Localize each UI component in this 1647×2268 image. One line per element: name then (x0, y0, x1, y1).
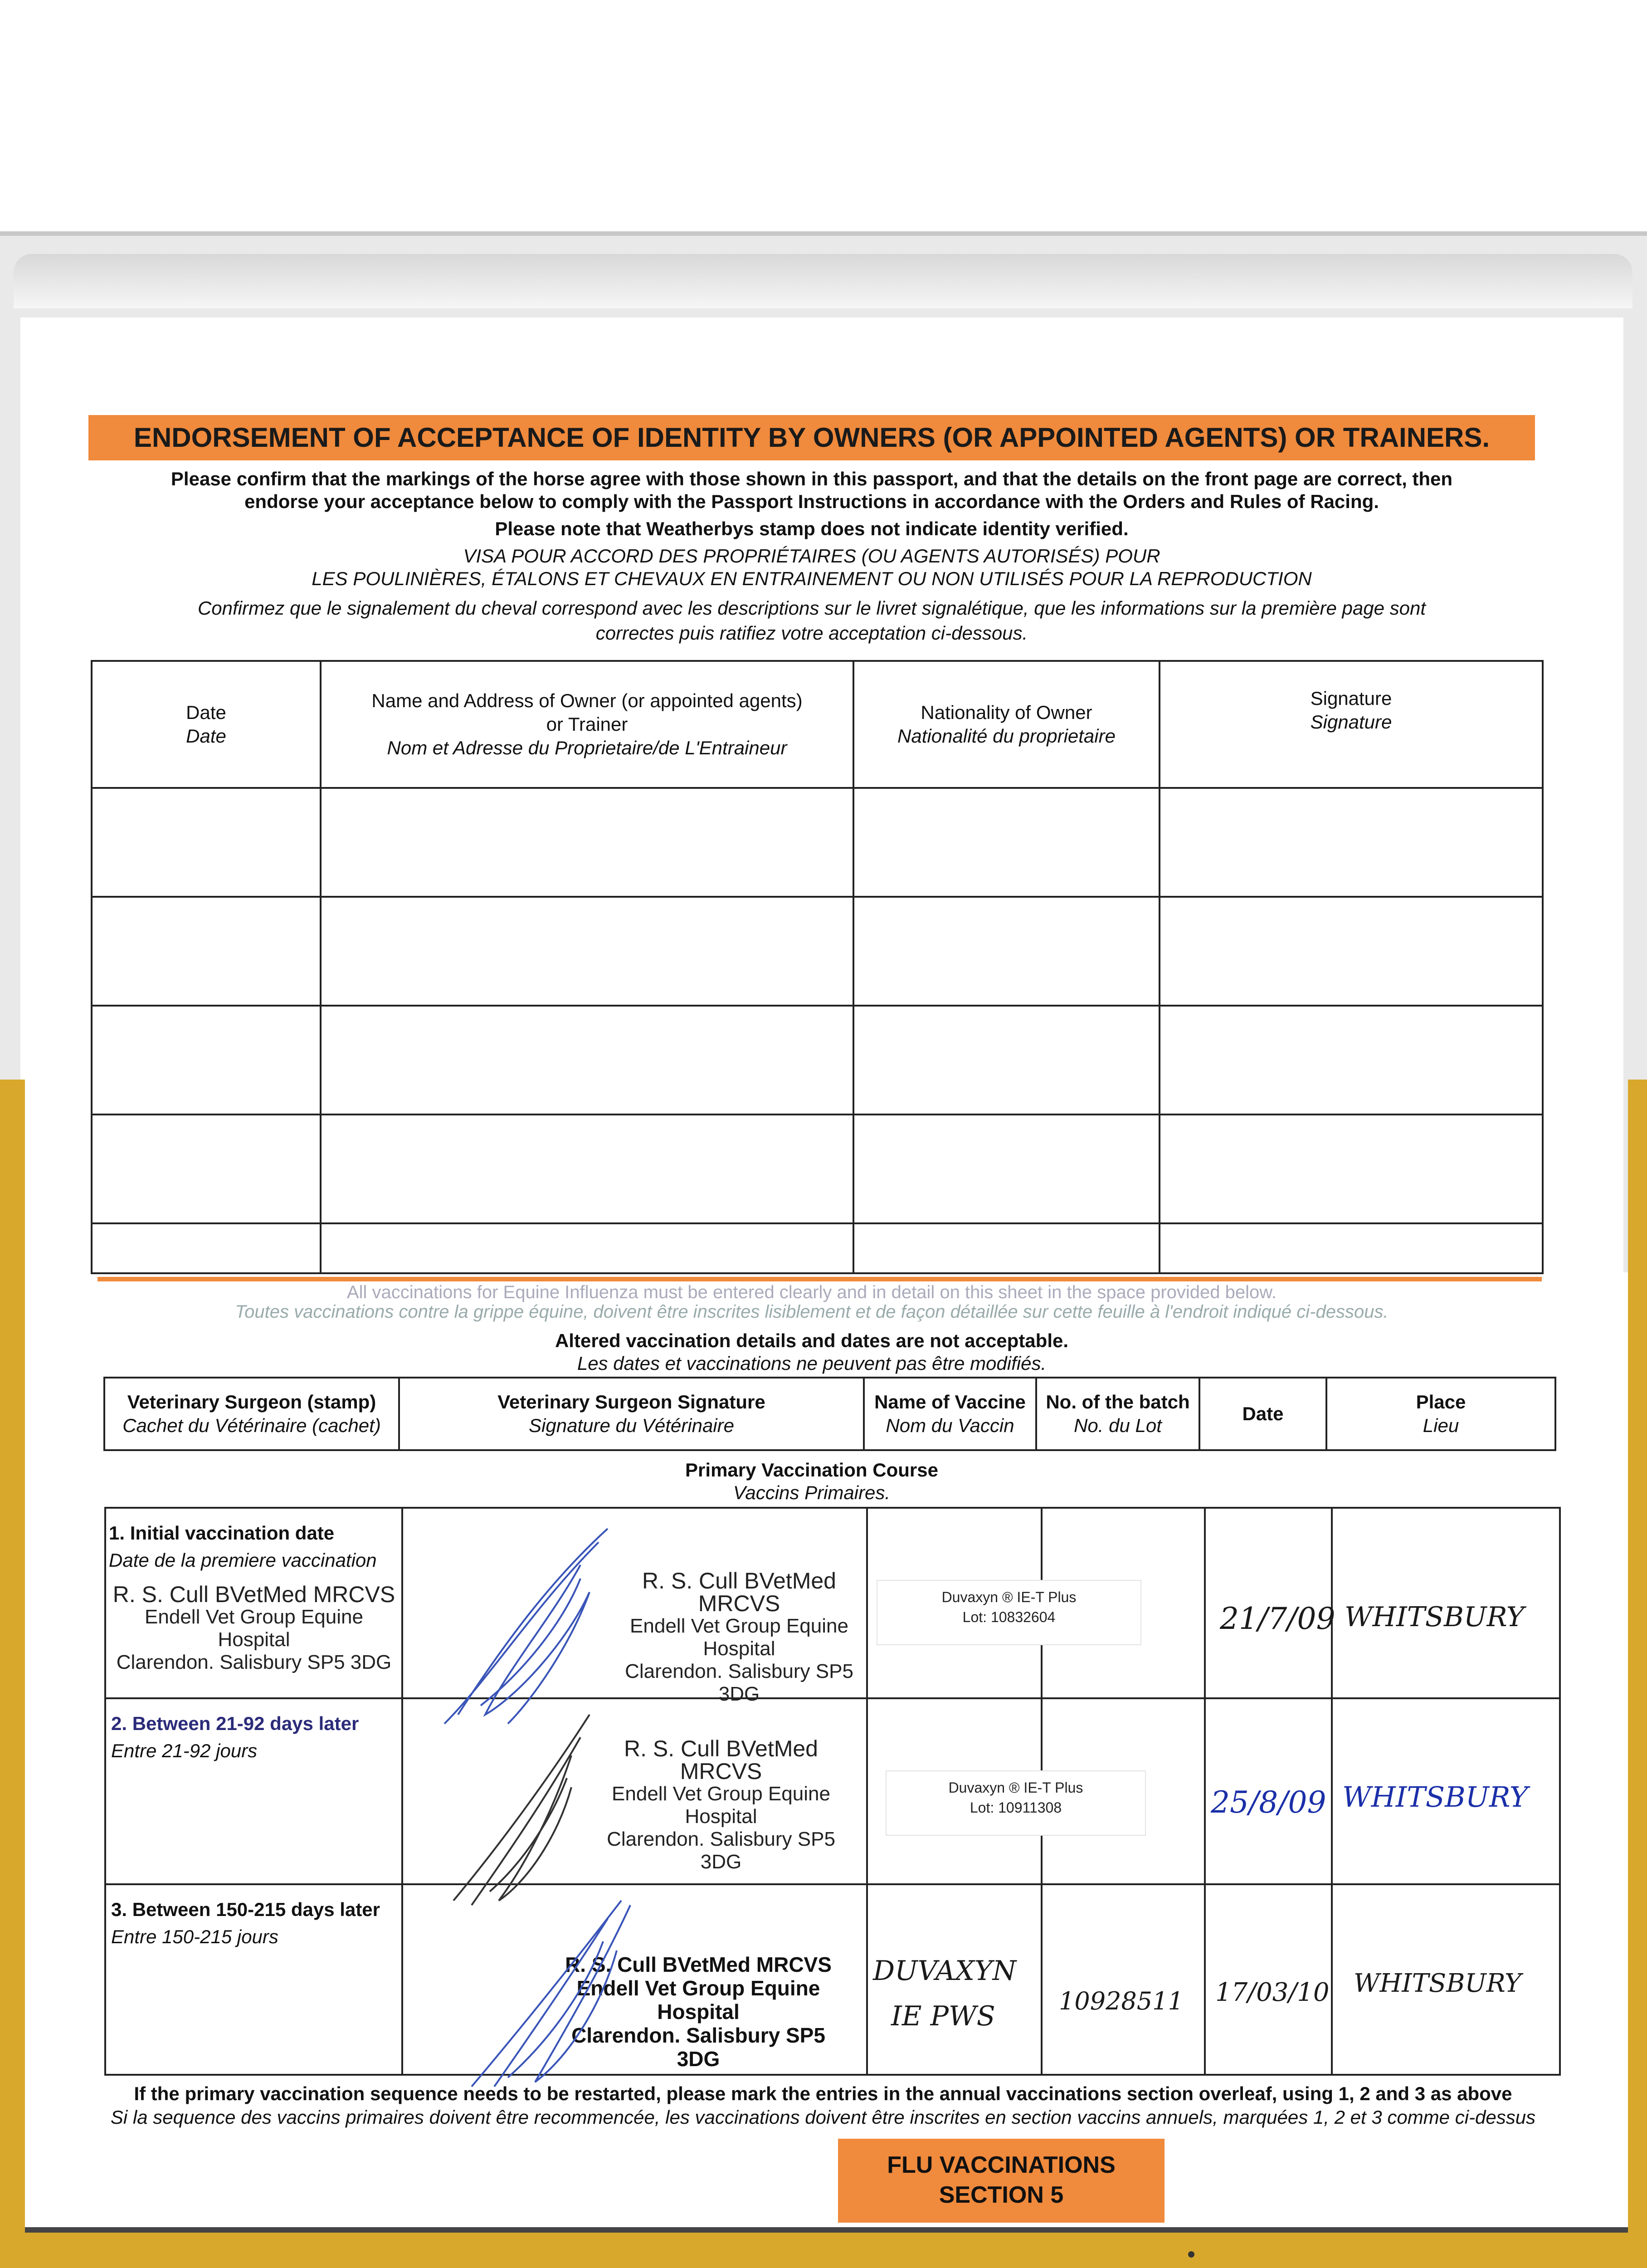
primary-course-title-fr: Vaccins Primaires. (733, 1482, 891, 1503)
row3-date: 17/03/10 (1215, 1978, 1330, 2007)
signature-scribble-2 (435, 1710, 617, 1910)
row2-vaccine-sticker: Duvaxyn ® IE-T Plus Lot: 10911308 (887, 1771, 1145, 1835)
signature-scribble-3 (453, 1892, 644, 2091)
endorsement-header-row (92, 661, 1543, 788)
col-vaccine-name: Name of Vaccine Nom du Vaccin (864, 1378, 1036, 1450)
row1-stamp: R. S. Cull BVetMed MRCVS Endell Vet Group Equine Hospital Clarendon. Salisbury SP5 3DG (112, 1582, 395, 1673)
row2-label: 2. Between 21-92 days later Entre 21-92 jours (111, 1713, 359, 1761)
instructions-en-3: Please note that Weatherbys stamp does not indicate identity verified. (495, 518, 1129, 539)
primary-course-title: Primary Vaccination Course (685, 1459, 938, 1481)
row3-signature-stamp: R. S. Cull BVetMed MRCVS Endell Vet Group Equine Hospital Clarendon. Salisbury SP5 3DG (565, 1953, 832, 2071)
col-date: Date Date (92, 661, 321, 788)
vaccination-notice-en: All vaccinations for Equine Influenza must be entered clearly and in detail on this sheet in the space provided below. (346, 1282, 1277, 1302)
row1-vaccine-sticker: Duvaxyn ® IE-T Plus Lot: 10832604 (877, 1581, 1140, 1644)
folder-edge-left (0, 1080, 25, 2268)
endorsement-row[interactable] (92, 1114, 1543, 1223)
instructions-fr-2: LES POULINIÈRES, ÉTALONS ET CHEVAUX EN ENTRAINEMENT OU NON UTILISÉS POUR LA REPRODUCTION (312, 568, 1312, 589)
row3-batch: 10928511 (1059, 1987, 1184, 2015)
endorsement-row[interactable] (92, 1006, 1543, 1114)
col-date: Date (1199, 1378, 1326, 1450)
altered-notice-en: Altered vaccination details and dates are not acceptable. (555, 1330, 1069, 1351)
endorsement-table (91, 660, 1544, 1274)
endorsement-row[interactable] (92, 788, 1543, 897)
row1-place: WHITSBURY (1345, 1601, 1525, 1633)
row2-place: WHITSBURY (1342, 1780, 1528, 1813)
restart-note-en: If the primary vaccination sequence needs to be restarted, please mark the entries in the annual vaccinations section overleaf, using 1, 2 and 3 as above (134, 2083, 1512, 2104)
row2-signature-stamp: R. S. Cull BVetMed MRCVS Endell Vet Group Equine Hospital Clarendon. Salisbury SP5 3DG (607, 1736, 835, 1873)
endorsement-banner: ENDORSEMENT OF ACCEPTANCE OF IDENTITY BY OWNERS (OR APPOINTED AGENTS) OR TRAINERS. (88, 415, 1535, 460)
row3-label: 3. Between 150-215 days later Entre 150-215 jours (111, 1899, 380, 1947)
scan-dot (1188, 2251, 1194, 2258)
vaccination-header-table (103, 1377, 1556, 1451)
row1-label: 1. Initial vaccination date Date de la premiere vaccination (109, 1522, 377, 1571)
row3-vaccine-line2: IE PWS (891, 2000, 995, 2032)
row3-vaccine-line1: DUVAXYN (873, 1955, 1017, 1987)
instructions-fr-1: VISA POUR ACCORD DES PROPRIÉTAIRES (OU AGENTS AUTORISÉS) POUR (463, 545, 1160, 567)
restart-note-fr: Si la sequence des vaccins primaires doivent être recommencée, les vaccinations doivent être inscrites en section vaccins annuels, marquées 1, 2 et 3 comme ci-dessus (110, 2107, 1536, 2128)
col-place: Place Lieu (1326, 1378, 1555, 1450)
endorsement-row[interactable] (92, 897, 1543, 1006)
instructions-en-1: Please confirm that the markings of the horse agree with those shown in this passport, and that the details on the front page are correct, then (171, 468, 1453, 489)
instructions-en-2: endorse your acceptance below to comply with the Passport Instructions in accordance with the Orders and Rules of Racing. (244, 491, 1379, 512)
altered-notice-fr: Les dates et vaccinations ne peuvent pas être modifiés. (577, 1353, 1047, 1374)
folder-edge-right (1628, 1080, 1647, 2268)
col-surgeon-stamp: Veterinary Surgeon (stamp) Cachet du Vétérinaire (cachet) (104, 1378, 399, 1450)
col-surgeon-signature: Veterinary Surgeon Signature Signature du Vétérinaire (399, 1378, 864, 1450)
row2-date: 25/8/09 (1211, 1785, 1326, 1820)
instructions-fr-4: correctes puis ratifiez votre acceptation ci-dessous. (595, 622, 1028, 644)
sleeve-edge (14, 254, 1632, 308)
col-signature: Signature Signature (1160, 661, 1543, 788)
row1-signature-stamp: R. S. Cull BVetMed MRCVS Endell Vet Group Equine Hospital Clarendon. Salisbury SP5 3DG (625, 1568, 853, 1705)
row3-place: WHITSBURY (1354, 1969, 1521, 1998)
row1-date: 21/7/09 (1220, 1601, 1335, 1636)
col-batch: No. of the batch No. du Lot (1036, 1378, 1199, 1450)
signature-scribble-1 (417, 1524, 644, 1733)
col-name-address: Name and Address of Owner (or appointed agents) or Trainer Nom et Adresse du Proprietaire/de L'Entraineur (321, 661, 853, 788)
col-nationality: Nationality of Owner Nationalité du proprietaire (853, 661, 1160, 788)
instructions-fr-3: Confirmez que le signalement du cheval correspond avec les descriptions sur le livret signalétique, que les informations sur la première page sont (197, 597, 1426, 619)
endorsement-row-partial (92, 1223, 1543, 1273)
orange-strip (97, 1277, 1542, 1281)
section-label: FLU VACCINATIONS SECTION 5 (838, 2139, 1165, 2223)
vaccination-notice-fr: Toutes vaccinations contre la grippe équine, doivent être inscrites lisiblement et de façon détaillée sur cette feuille à l'endroit indiqué ci-dessous. (235, 1302, 1389, 1322)
